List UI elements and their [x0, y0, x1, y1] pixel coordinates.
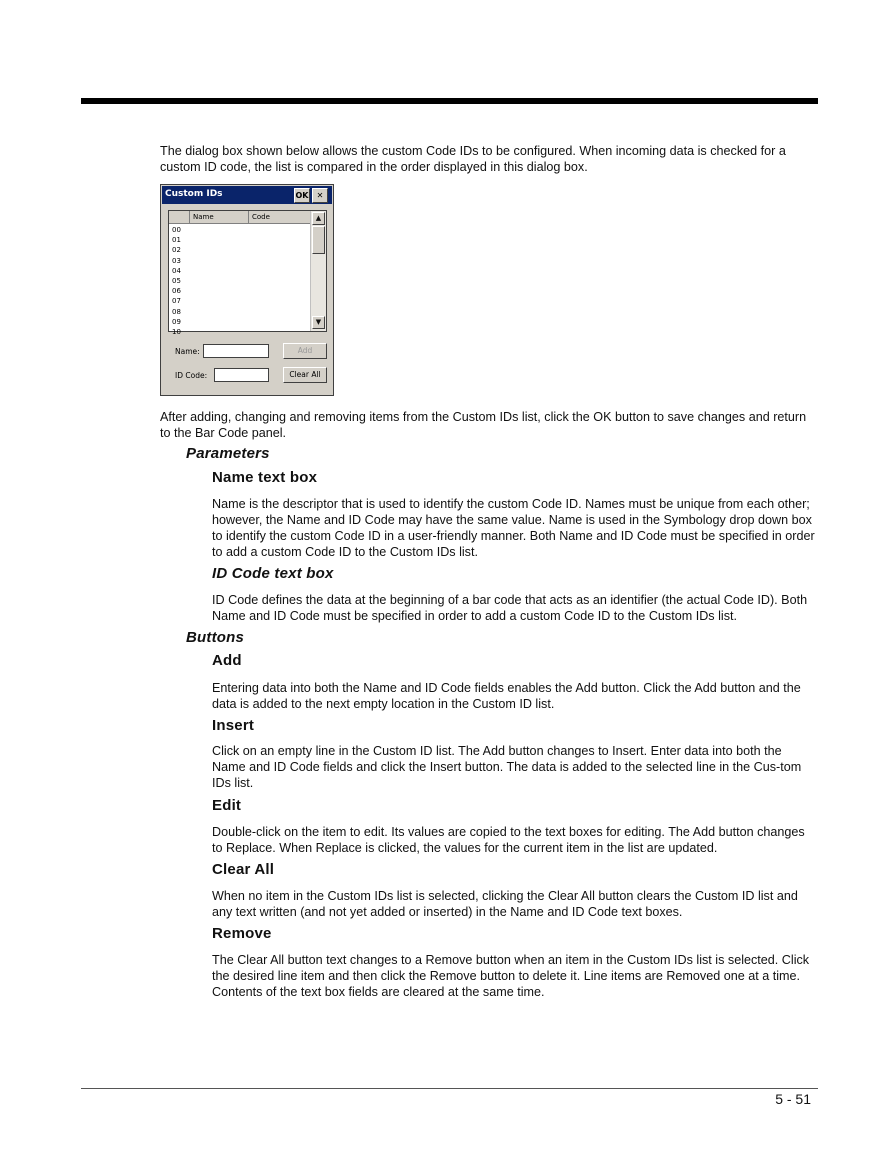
column-header-code[interactable]: Code [249, 211, 312, 223]
list-item[interactable]: 04 [172, 266, 181, 275]
list-item[interactable]: 02 [172, 246, 181, 255]
ok-button[interactable]: OK [294, 188, 310, 203]
clear-all-button[interactable]: Clear All [283, 367, 327, 383]
edit-heading: Edit [212, 797, 242, 814]
scroll-up-icon[interactable]: ▲ [312, 212, 325, 225]
list-item[interactable]: 01 [172, 236, 181, 245]
add-button[interactable]: Add [283, 343, 327, 359]
dialog-title: Custom IDs [165, 189, 223, 199]
list-item[interactable]: 03 [172, 256, 181, 265]
header-index-cell [169, 211, 190, 223]
intro-paragraph: The dialog box shown below allows the custom Code IDs to be configured. When incoming data is checked for a custom ID code, the list is compared in the order displayed in this dialog box. [160, 144, 786, 174]
close-icon[interactable]: ✕ [312, 188, 328, 203]
dialog-titlebar [162, 186, 332, 204]
insert-paragraph: Click on an empty line in the Custom ID list. The Add button changes to Insert. Enter data into both the Name and ID Code fields and click the Insert button. The data is added to the selected line in the Cus-tom IDs list. [212, 744, 802, 790]
add-paragraph: Entering data into both the Name and ID Code fields enables the Add button. Click the Add button and the data is added to the next empty location in the Custom ID list. [212, 681, 801, 711]
page-number: 5 - 51 [775, 1091, 811, 1107]
remove-heading: Remove [212, 925, 272, 942]
id-code-input[interactable] [214, 368, 269, 382]
clear-all-heading: Clear All [212, 861, 275, 878]
name-label: Name: [175, 347, 200, 356]
list-item[interactable]: 09 [172, 317, 181, 326]
bottom-rule [81, 1088, 818, 1089]
scroll-down-icon[interactable]: ▼ [312, 316, 325, 329]
clear-all-paragraph: When no item in the Custom IDs list is selected, clicking the Clear All button clears the Custom ID list and any text written (and not yet added or inserted) in the Name and ID Code text boxes. [212, 889, 798, 919]
vertical-scrollbar[interactable] [310, 211, 326, 331]
buttons-heading: Buttons [186, 629, 245, 646]
list-item[interactable]: 00 [172, 226, 181, 234]
add-heading: Add [212, 652, 242, 669]
custom-ids-dialog [160, 184, 334, 396]
name-text-box-heading: Name text box [212, 469, 318, 486]
top-rule [81, 98, 818, 104]
list-header [169, 211, 312, 224]
parameters-heading: Parameters [186, 445, 270, 462]
insert-heading: Insert [212, 717, 255, 734]
list-item[interactable]: 08 [172, 307, 181, 316]
name-input[interactable] [203, 344, 269, 358]
id-code-text-box-heading: ID Code text box [212, 565, 334, 582]
list-item[interactable]: 06 [172, 287, 181, 296]
list-item[interactable]: 07 [172, 297, 181, 306]
remove-paragraph: The Clear All button text changes to a Remove button when an item in the Custom IDs list is selected. Click the desired line item and then click the Remove button to delete it. Line items are Removed one at a time. Contents of the text box fields are cleared at the same time. [212, 953, 810, 999]
scroll-thumb[interactable] [312, 226, 325, 254]
custom-ids-list[interactable] [168, 210, 327, 337]
list-item[interactable]: 10 [172, 328, 181, 337]
id-code-label: ID Code: [175, 371, 208, 380]
list-rows [172, 225, 181, 337]
name-text-box-paragraph: Name is the descriptor that is used to identify the custom Code ID. Names must be unique from each other; however, the Name and ID Code may have the same value. Name is used in the Symbology drop down box to identify the custom Code ID in a user-friendly manner. Both Name and ID Code must be specified in order to add a custom Code ID to the Custom IDs list. [212, 497, 815, 559]
column-header-name[interactable]: Name [190, 211, 249, 223]
id-code-text-box-paragraph: ID Code defines the data at the beginning of a bar code that acts as an identifier (the actual Code ID). Both Name and ID Code must be specified in order to add a custom Code ID to the Custom IDs list. [212, 593, 808, 623]
after-paragraph: After adding, changing and removing items from the Custom IDs list, click the OK button to save changes and return to the Bar Code panel. [160, 410, 807, 440]
list-item[interactable]: 05 [172, 277, 181, 286]
edit-paragraph: Double-click on the item to edit. Its values are copied to the text boxes for editing. The Add button changes to Replace. When Replace is clicked, the values for the current item in the list are updated. [212, 825, 805, 855]
